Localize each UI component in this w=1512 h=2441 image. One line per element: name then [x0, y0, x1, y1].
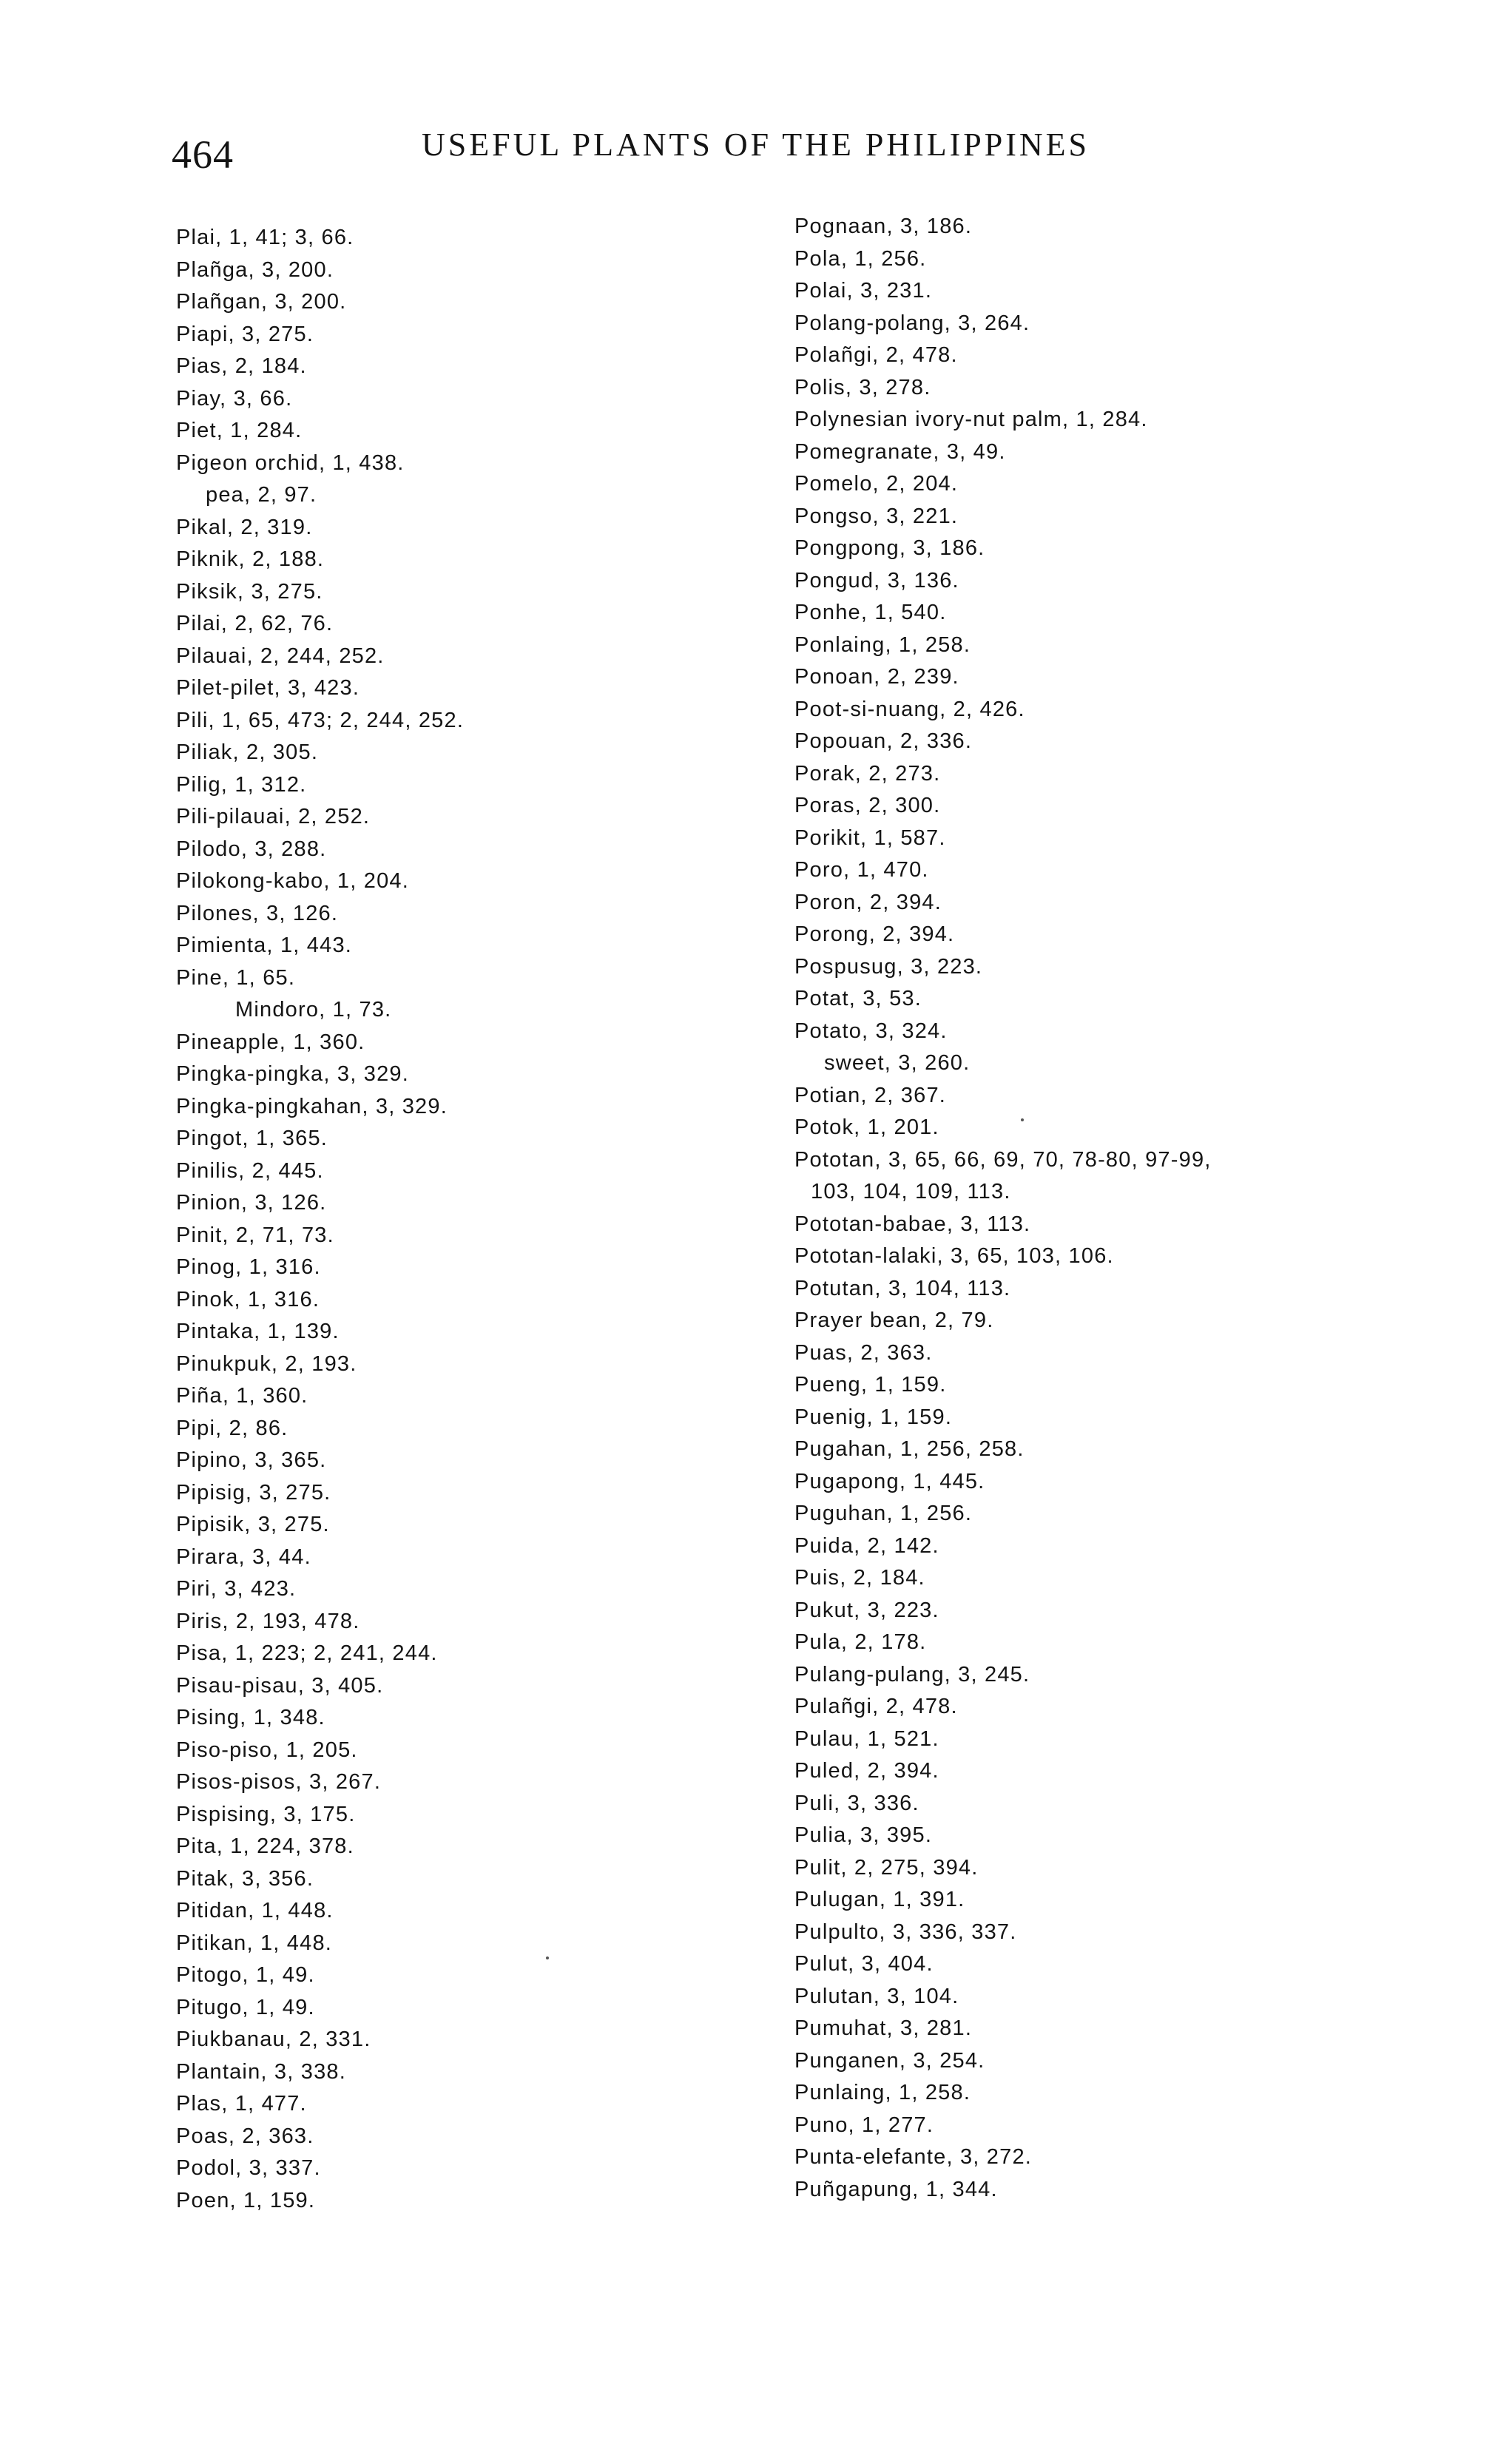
index-entry: Pigeon orchid, 1, 438.	[176, 450, 405, 475]
index-entry: Puis, 2, 184.	[794, 1566, 925, 1590]
index-entry: Punlaing, 1, 258.	[794, 2081, 971, 2104]
index-entry: Piri, 3, 423.	[176, 1577, 297, 1601]
index-entry: Poras, 2, 300.	[794, 794, 941, 817]
index-entry: Punganen, 3, 254.	[794, 2048, 985, 2073]
index-entry: Potat, 3, 53.	[794, 987, 922, 1010]
index-entry: Pisa, 1, 223; 2, 241, 244.	[176, 1641, 438, 1665]
index-entry: Porong, 2, 394.	[794, 922, 955, 946]
index-entry: Piris, 2, 193, 478.	[176, 1609, 360, 1633]
index-entry: Pulugan, 1, 391.	[794, 1888, 965, 1911]
index-entry: Pinion, 3, 126.	[176, 1191, 327, 1215]
index-entry: Puno, 1, 277.	[794, 2113, 934, 2137]
print-fleck	[546, 1956, 549, 1959]
index-entry: Pine, 1, 65.	[176, 965, 296, 990]
index-subentry: pea, 2, 97.	[206, 483, 317, 507]
index-entry: Pulut, 3, 404.	[794, 1952, 934, 1976]
index-entry: Ponhe, 1, 540.	[794, 601, 947, 624]
index-entry: Pikal, 2, 319.	[176, 515, 313, 539]
index-entry: Piksik, 3, 275.	[176, 579, 323, 604]
index-entry: Pili-pilauai, 2, 252.	[176, 805, 371, 828]
index-entry: Pomelo, 2, 204.	[794, 472, 959, 496]
index-entry: Pototan-babae, 3, 113.	[794, 1212, 1031, 1236]
index-entry: Pitogo, 1, 49.	[176, 1963, 315, 1987]
index-entry: Polai, 3, 231.	[794, 279, 933, 303]
index-entry: Pipisik, 3, 275.	[176, 1513, 330, 1536]
index-entry: Pilokong-kabo, 1, 204.	[176, 869, 409, 893]
index-entry: Pispising, 3, 175.	[176, 1802, 356, 1826]
index-entry: Pias, 2, 184.	[176, 354, 307, 378]
index-entry: Pilauai, 2, 244, 252.	[176, 644, 385, 668]
page-number: 464	[172, 132, 234, 177]
index-entry: Pototan-lalaki, 3, 65, 103, 106.	[794, 1244, 1114, 1268]
index-entry: Pinog, 1, 316.	[176, 1255, 321, 1279]
index-entry: Popouan, 2, 336.	[794, 729, 973, 753]
print-fleck	[1021, 1118, 1024, 1121]
index-entry: Puli, 3, 336.	[794, 1791, 919, 1815]
index-entry: Puas, 2, 363.	[794, 1340, 933, 1365]
index-entry: Pingot, 1, 365.	[176, 1127, 328, 1150]
index-entry: Pinilis, 2, 445.	[176, 1158, 324, 1183]
index-entry: Pili, 1, 65, 473; 2, 244, 252.	[176, 708, 465, 732]
index-entry: Polang-polang, 3, 264.	[794, 311, 1030, 335]
index-entry: Pitikan, 1, 448.	[176, 1931, 333, 1955]
index-entry: Pinok, 1, 316.	[176, 1287, 320, 1311]
index-entry: Pongud, 3, 136.	[794, 568, 959, 592]
index-entry: Pognaan, 3, 186.	[794, 215, 973, 238]
index-entry: Puled, 2, 394.	[794, 1759, 939, 1783]
index-entry: Pongso, 3, 221.	[794, 504, 959, 528]
index-entry: Pitak, 3, 356.	[176, 1866, 314, 1891]
index-entry: Piay, 3, 66.	[176, 386, 293, 411]
index-entry: Potutan, 3, 104, 113.	[794, 1276, 1011, 1300]
index-entry: Pilai, 2, 62, 76.	[176, 612, 334, 635]
index-entry: Pulpulto, 3, 336, 337.	[794, 1920, 1017, 1944]
index-entry: Pomegranate, 3, 49.	[794, 439, 1006, 464]
index-entry: Punta-elefante, 3, 272.	[794, 2145, 1033, 2169]
index-entry: Pingka-pingkahan, 3, 329.	[176, 1094, 448, 1118]
index-entry: Pulau, 1, 521.	[794, 1726, 939, 1751]
index-entry: Prayer bean, 2, 79.	[794, 1309, 994, 1332]
index-entry: Pugahan, 1, 256, 258.	[794, 1437, 1025, 1461]
index-entry: Poot-si-nuang, 2, 426.	[794, 697, 1025, 721]
index-entry: Piliak, 2, 305.	[176, 740, 319, 764]
index-entry: Plai, 1, 41; 3, 66.	[176, 226, 354, 249]
index-entry: Piet, 1, 284.	[176, 419, 303, 442]
index-entry: Potato, 3, 324.	[794, 1019, 948, 1043]
index-entry: Polis, 3, 278.	[794, 375, 931, 399]
index-entry: Poron, 2, 394.	[794, 890, 942, 914]
index-entry: Piknik, 2, 188.	[176, 547, 325, 571]
index-entry: Pulañgi, 2, 478.	[794, 1695, 958, 1718]
index-entry: Pinukpuk, 2, 193.	[176, 1351, 357, 1376]
index-entry: Pipi, 2, 86.	[176, 1416, 288, 1440]
index-entry: Poro, 1, 470.	[794, 858, 929, 882]
index-entry: Plantain, 3, 338.	[176, 2059, 346, 2084]
index-entry-continuation: 103, 104, 109, 113.	[811, 1180, 1011, 1203]
index-entry: Pilones, 3, 126.	[176, 901, 339, 925]
index-entry: Pisos-pisos, 3, 267.	[176, 1770, 382, 1794]
index-entry: Pilet-pilet, 3, 423.	[176, 676, 360, 700]
index-entry: Plas, 1, 477.	[176, 2092, 307, 2116]
index-entry: Piso-piso, 1, 205.	[176, 1738, 358, 1762]
index-entry: Porikit, 1, 587.	[794, 826, 946, 850]
index-entry: Piapi, 3, 275.	[176, 322, 314, 346]
index-entry: Pirara, 3, 44.	[176, 1544, 311, 1569]
index-entry: Pumuhat, 3, 281.	[794, 2016, 973, 2040]
index-entry: Pimienta, 1, 443.	[176, 933, 353, 957]
index-entry: Pinit, 2, 71, 73.	[176, 1223, 334, 1247]
index-entry: Pulang-pulang, 3, 245.	[794, 1662, 1030, 1687]
index-entry: Pongpong, 3, 186.	[794, 536, 985, 560]
index-entry: Pipino, 3, 365.	[176, 1448, 327, 1472]
index-entry: Pulia, 3, 395.	[794, 1823, 933, 1847]
index-subentry: Mindoro, 1, 73.	[235, 998, 392, 1022]
index-entry: Puñgapung, 1, 344.	[794, 2177, 998, 2201]
index-entry: Pulutan, 3, 104.	[794, 1984, 959, 2008]
index-entry: Ponlaing, 1, 258.	[794, 632, 971, 657]
index-entry: Puida, 2, 142.	[794, 1533, 939, 1558]
index-subentry: sweet, 3, 260.	[824, 1051, 971, 1075]
index-entry: Podol, 3, 337.	[176, 2156, 321, 2180]
index-entry: Pingka-pingka, 3, 329.	[176, 1062, 409, 1086]
index-entry: Ponoan, 2, 239.	[794, 665, 959, 689]
index-entry: Polynesian ivory-nut palm, 1, 284.	[794, 408, 1148, 431]
index-entry: Pola, 1, 256.	[794, 246, 927, 271]
index-column-left	[176, 222, 783, 2217]
running-head: USEFUL PLANTS OF THE PHILIPPINES	[422, 126, 1090, 163]
index-entry: Pospusug, 3, 223.	[794, 954, 983, 979]
index-entry: Poas, 2, 363.	[176, 2124, 314, 2148]
index-entry: Poen, 1, 159.	[176, 2188, 316, 2212]
index-entry: Pilig, 1, 312.	[176, 772, 307, 797]
index-entry: Pineapple, 1, 360.	[176, 1030, 365, 1054]
index-column-right	[794, 211, 1460, 2206]
index-entry: Pueng, 1, 159.	[794, 1373, 947, 1397]
index-entry: Pulit, 2, 275, 394.	[794, 1855, 979, 1880]
index-entry: Pitugo, 1, 49.	[176, 1995, 315, 2019]
index-entry: Polañgi, 2, 478.	[794, 343, 958, 367]
index-entry: Pipisig, 3, 275.	[176, 1480, 331, 1505]
index-entry: Pototan, 3, 65, 66, 69, 70, 78-80, 97-99,	[794, 1147, 1212, 1172]
index-entry: Porak, 2, 273.	[794, 761, 941, 786]
index-entry: Pukut, 3, 223.	[794, 1598, 939, 1622]
index-entry: Puenig, 1, 159.	[794, 1405, 953, 1429]
index-entry: Pula, 2, 178.	[794, 1630, 927, 1654]
index-entry: Potok, 1, 201.	[794, 1115, 939, 1139]
index-entry: Puguhan, 1, 256.	[794, 1502, 973, 1525]
index-entry: Pita, 1, 224, 378.	[176, 1834, 354, 1858]
index-entry: Pising, 1, 348.	[176, 1706, 325, 1729]
index-entry: Pintaka, 1, 139.	[176, 1320, 340, 1343]
index-entry: Plañga, 3, 200.	[176, 257, 334, 282]
index-entry: Piukbanau, 2, 331.	[176, 2028, 371, 2051]
index-entry: Pugapong, 1, 445.	[794, 1469, 985, 1493]
index-entry: Pitidan, 1, 448.	[176, 1899, 334, 1922]
index-entry: Piña, 1, 360.	[176, 1384, 308, 1408]
index-entry: Pisau-pisau, 3, 405.	[176, 1673, 384, 1698]
index-entry: Pilodo, 3, 288.	[176, 837, 327, 861]
index-entry: Potian, 2, 367.	[794, 1083, 947, 1107]
index-entry: Plañgan, 3, 200.	[176, 290, 347, 314]
